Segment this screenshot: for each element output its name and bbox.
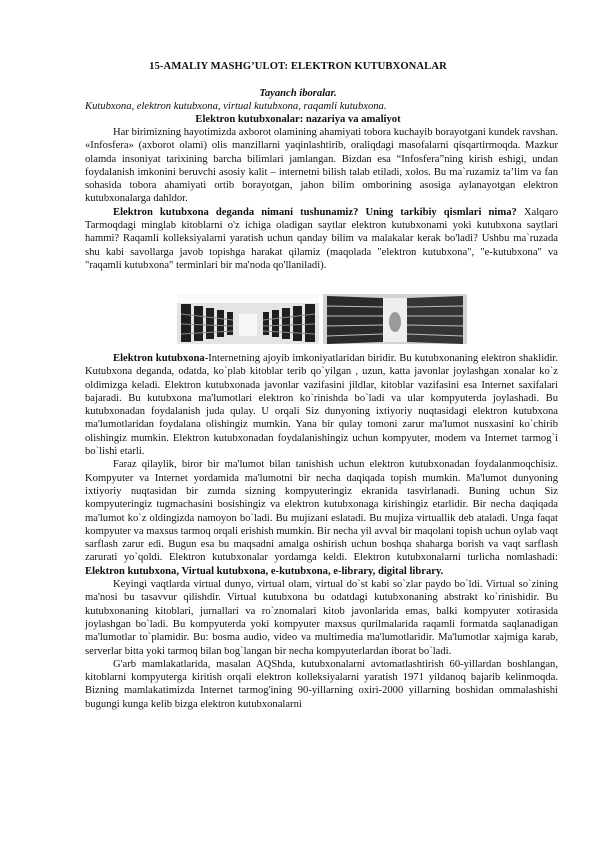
intro-text (85, 126, 558, 272)
paragraph-1: Har birimizning hayotimizda axborot olamining ahamiyati tobora kuchayib borayotgani kundek ravshan. «Infosfera» (axborot olami) olis manzillarni yaqinlashtirib, oraliqdagi masofalarni qisqartirmoqda. Mazkur olamda insoniyat tarixining barcha bilimlari jamlangan. Bizdan esa “Infosfera”ning kirish eshigi, undan foydalanish imkonini beruvchi asosiy kalit – internetni bilish talab etiladi, xolos. Bu ma`ruzamiz ta’lim va fan sohasida tobora ahamiyati ortib borayotgan, jahon bilim omborining asosiga aylanayotgan elektron kutubxonalarga dahldor. (85, 127, 558, 205)
paragraph-2-text: Xalqaro Tarmoqdagi minglab kitoblarni o'z ichiga oladigan saytlar elektron kutubxonami yoki kutubxona saytlari hammi? Raqamli kolleksiyalarni yaratish uchun qanday bilim va malakalar kerak bo'ladi? Ushbu ma`ruzada shu kabi savollarga javob topishga harakat qilamiz (maqolada "elektron kutubxona", "e-kutubxona" va "raqamli kutubxona" terminlari bir ma'noda qo'llaniladi). (85, 206, 558, 271)
paragraph-4-bold: Elektron kutubxona, Virtual kutubxona, e-kutubxona, e-library, digital library. (85, 565, 444, 577)
paragraph-3-bold: Elektron kutubxona (113, 353, 205, 364)
keywords-heading: Tayanch iboralar. (259, 88, 337, 99)
main-text (85, 352, 558, 711)
section-heading: Elektron kutubxonalar: nazariya va amaliyot (195, 114, 401, 125)
library-photos (177, 294, 467, 344)
paragraph-3 (85, 352, 558, 458)
paragraph-2 (85, 206, 558, 272)
paragraph-2-bold: Elektron kutubxona deganda nimani tushunamiz? Uning tarkibiy qismlari nima? (113, 206, 517, 218)
keywords-list: Kutubxona, elektron kutubxona, virtual kutubxona, raqamli kutubxona. (85, 101, 387, 112)
library-photos-image (177, 294, 467, 344)
paragraph-4 (85, 458, 558, 578)
paragraph-5: Keyingi vaqtlarda virtual dunyo, virtual olam, virtual do`st kabi so`zlar paydo bo`ldi. Virtual so`zining ma'nosi bu tasavvur qilishdir. Virtual kutubxona bu odatdagi kutubxonaning abstrakt ko`rinishidir. Bu kutubxonaning kitoblari, jurnallari va ro`znomalari kitob javonlarida emas, balki kompyuter xotirasida joylashgan bo`ladi. Bu kompyuterda yoki kompyuter maxsus qurilmalarida raqamli formatda saqlanadigan ma'lumotlar to`plamidir. Bu: bosma audio, video va multimedia ma'lumotlaridir. Ma'lumotlar xajmiga karab, serverlar bitta yoki tarmoq bilan bog`langan bir necha kompyuterlardan iborat bo`ladi. (85, 579, 558, 657)
page-title: 15-AMALIY MASHG’ULOT: ELEKTRON KUTUBXONALAR (149, 61, 447, 72)
paragraph-6: G'arb mamlakatlarida, masalan AQShda, kutubxonalarni avtomatlashtirish 60-yillardan boshlangan, kitoblarni kompyuterga kiritish orqali elektron kolleksiyalarni yaratish 1971 yildanoq bajarib kelinmoqda. Bizning mamlakatimizda Internet tarmog'ining 90-yillarning oxiri-2000 yillarning boshidan ommalashishi bugungi kunga kelib bizga elektron kutubxonalarni (85, 658, 558, 710)
paragraph-4-text: Faraz qilaylik, biror bir ma'lumot bilan tanishish uchun elektron kutubxonadan foydalanmoqchisiz. Kompyuter va Internet yordamida ma'lumotni bir necha daqiqada topish mumkin. Ma'lumot dunyoning ixtiyoriy nuqtasidan bir zumda sizning kompyuteringiz ekranida tasvirlanadi. Buning uchun Siz kompyuteringiz tugmachasini bosishingiz va elektron kutubxonaga kirishingiz etarlidir. Bir necha daqiqada ma'lumot ko`z oldingizda namoyon bo`ladi. Bu mujizani eslatadi. Bu mujiza virtuallik deb ataladi. Unga faqat kompyuter va maxsus tarmoq orqali erishish mumkin. Bir necha yil avval bir maqolani topish uchun oylab vaqt sarflash zarur edi. Bugun esa bu maqsadni amalga oshirish uchun boshqa shaharga borish va vaqt sarflash zarurati yo`qoldi. Elektron kutubxonalar yordamga keldi. Elektron kutubxonalarni turlicha nomlashadi: (85, 459, 558, 564)
paragraph-3-text: -Internetning ajoyib imkoniyatlaridan biridir. Bu kutubxonaning elektron shaklidir. Kutubxona deganda, odatda, ko`plab kitoblar terib qo`yilgan , uzun, katta javonlar joylashgan xonalar ko`z oldimizga keladi. Elektron kutubxonada javonlar vazifasini jildlar, kitoblar vazifasini esa Internet saxifalari bajaradi. Bu kutubxona ma'lumotlari elektron ko`rinishda bo`ladi va ular kompyuterda joylashadi. Bu kutubxonadan foydalanish juda qulay. U orqali Siz dunyoning ixtiyoriy nuqtasidagi elektron kutubxona ma'lumotlaridan foydalana olishingiz mumkin. Yana bir qulay tomoni zarur ma'lumot nusxasini ko`chirib olishingiz mumkin. Elektron kutubxonadan foydalanishingiz uchun kompyuter, modem va Internet tarmog`i bo`lishi etarli. (85, 353, 558, 458)
